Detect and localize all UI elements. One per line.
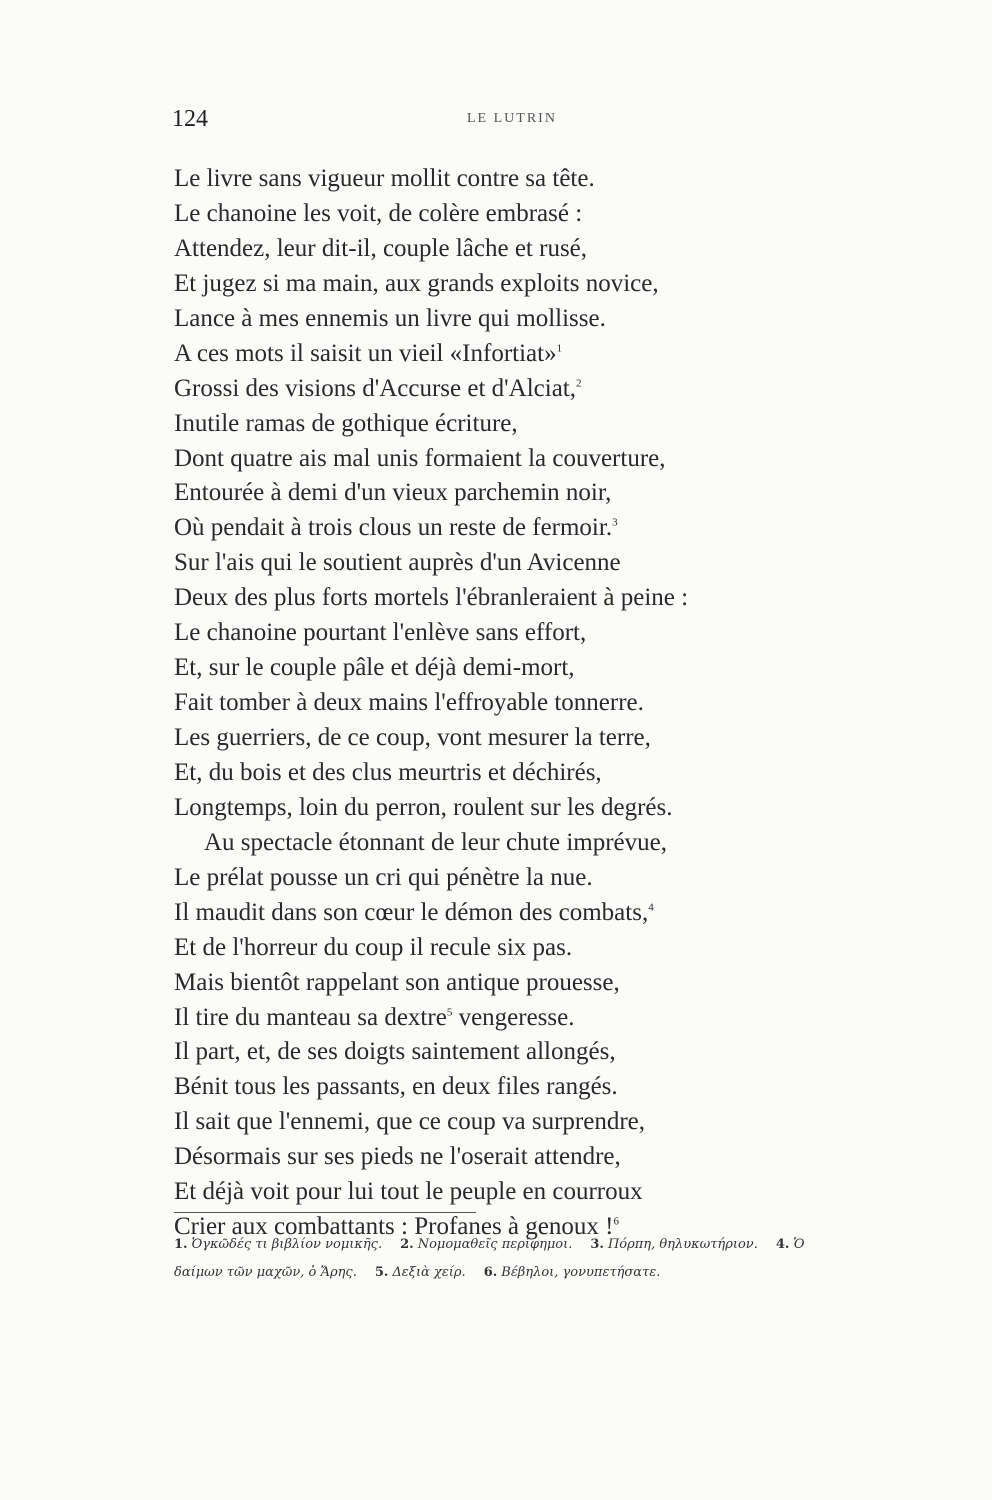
verse-text: Il tire du manteau sa dextre [174,1003,447,1031]
verse-text: Lance à mes ennemis un livre qui mollisse. [174,304,606,332]
verse-text: Les guerriers, de ce coup, vont mesurer la terre, [174,724,651,751]
verse-line [174,546,874,581]
page-number: 124 [172,106,208,132]
verse-text: Sur l'ais qui le soutient auprès d'un Avicenne [174,549,621,577]
verse-line [174,931,874,966]
verse-line [174,651,874,686]
verse-text: Et, du bois et des clus meurtris et déchirés, [174,758,602,786]
footnote-line [174,1259,894,1287]
verse-text: Le chanoine les voit, de colère embrasé : [174,199,583,227]
verse-text: Attendez, leur dit-il, couple lâche et rusé, [174,234,588,262]
verse-text: Désormais sur ses pieds ne l'oserait attendre, [174,1143,621,1171]
footnote-number: 3. [590,1237,604,1252]
verse-text: Crier aux combattants : Profanes à genoux ! [174,1213,614,1241]
footnote-marker: 1 [556,342,563,355]
footnote-marker: 3 [612,517,618,530]
footnotes [174,1231,894,1287]
running-title: LE LUTRIN [467,111,557,126]
verse-line [174,1140,874,1175]
verse-text: Le prélat pousse un cri qui pénètre la nue. [174,863,593,891]
verse-text: Et de l'horreur du coup il recule six pas. [174,933,573,961]
verse-line [174,267,874,302]
footnote-line [174,1231,894,1259]
verse-text: Et, sur le couple pâle et déjà demi-mort, [174,654,575,682]
verse-text: Et déjà voit pour lui tout le peuple en courroux [174,1178,643,1206]
verse-text: Fait tomber à deux mains l'effroyable tonnerre. [174,689,644,717]
verse-line [174,1035,874,1070]
verse-line [174,861,874,896]
verse-text: Au spectacle étonnant de leur chute imprévue, [204,828,668,856]
verse-text: Inutile ramas de gothique écriture, [174,409,518,437]
footnote-marker: 5 [446,1006,453,1019]
footnote-text: δαίμων τῶν μαχῶν, ὁ Ἄρης. [174,1265,357,1280]
verse-line [174,197,874,232]
verse-text: Le livre sans vigueur mollit contre sa tête. [174,165,595,192]
footnote-text: Πόρπη, θηλυκωτήριον. [607,1237,758,1252]
footnote-rule [174,1212,476,1213]
footnote-number: 2. [400,1237,414,1252]
verse-text: Grossi des visions d'Accurse et d'Alciat, [174,374,576,402]
verse-text: Où pendait à trois clous un reste de fermoir. [174,514,613,542]
verse-line [174,476,874,511]
footnote-text: Βέβηλοι, γονυπετήσατε. [501,1265,661,1280]
footnote-text: Ὀγκῶδές τι βιβλίον νομικῆς. [191,1237,383,1252]
verse-line [174,407,874,442]
verse-line [174,791,874,826]
footnote-marker: 6 [613,1215,619,1228]
verse-text: Le chanoine pourtant l'enlève sans effort, [174,619,587,647]
verse-text: Deux des plus forts mortels l'ébranleraient à peine : [174,584,689,612]
verse-text: Entourée à demi d'un vieux parchemin noir, [174,479,612,507]
verse-line [174,232,874,267]
footnote-marker: 2 [576,377,582,390]
poem-text [174,162,874,1245]
verse-line [174,966,874,1001]
verse-text: Mais bientôt rappelant son antique prouesse, [174,968,620,996]
footnote-number: 6. [483,1265,498,1280]
verse-text: Et jugez si ma main, aux grands exploits novice, [174,269,659,297]
footnote-number: 4. [775,1237,790,1252]
footnote-text: Ὁ [793,1237,805,1252]
verse-text: Longtemps, loin du perron, roulent sur les degrés. [174,793,673,821]
verse-line [174,756,874,791]
verse-line [174,1175,874,1210]
verse-line [174,372,874,407]
verse-text: Bénit tous les passants, en deux files rangés. [174,1073,618,1101]
verse-line [174,686,874,721]
verse-text: Il maudit dans son cœur le démon des combats, [174,898,649,926]
page-header [172,106,812,142]
verse-line [174,302,874,337]
footnote-number: 5. [374,1265,389,1280]
verse-line [174,511,874,546]
footnote-number: 1. [174,1237,188,1252]
verse-line [174,442,874,477]
footnote-text: Δεξιὰ χείρ. [392,1265,466,1280]
verse-text: Il sait que l'ennemi, que ce coup va surprendre, [174,1108,645,1136]
verse-text: Dont quatre ais mal unis formaient la couverture, [174,444,666,472]
verse-line [174,162,874,197]
footnote-marker: 4 [648,901,654,914]
verse-line [174,1070,874,1105]
footnote-text: Νομομαθεῖς περίφημοι. [417,1237,573,1252]
verse-line [174,1105,874,1140]
verse-text: Il part, et, de ses doigts saintement allongés, [174,1038,616,1066]
verse-line [174,337,874,372]
verse-line [174,826,874,861]
verse-line [174,616,874,651]
verse-line [174,1001,874,1036]
verse-line [174,581,874,616]
verse-line [174,721,874,756]
verse-line [174,896,874,931]
verse-text-continued: vengeresse. [452,1003,575,1031]
verse-text: A ces mots il saisit un vieil «Infortiat» [174,339,557,367]
